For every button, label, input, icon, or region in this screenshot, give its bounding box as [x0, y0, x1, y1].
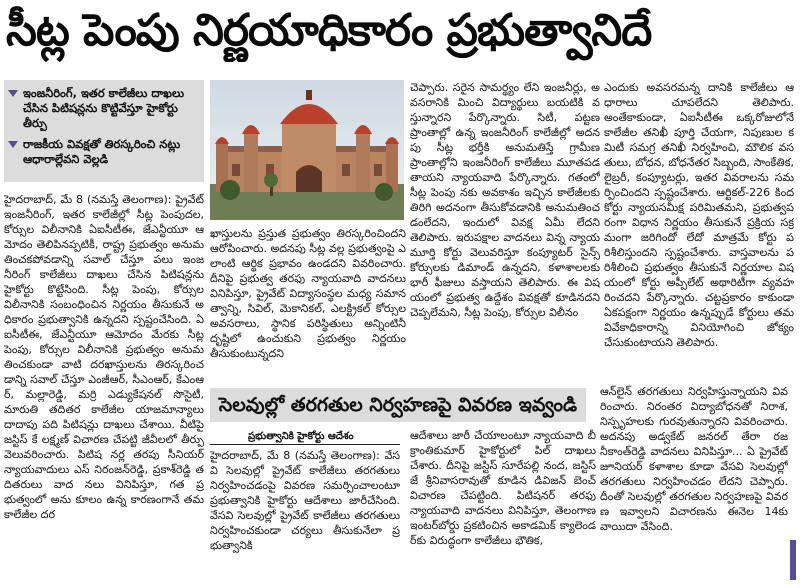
high-court-building-photo — [210, 80, 404, 220]
sub-article-column: ఆదేశాలు జారీ చేయాలంటూ న్యాయవాది బీ క్రాంతికుమార్‌ హైకోర్టులో పిల్‌ దాఖలు చేశారు. దీనిపై జస్టిస్‌ సూరేపల్లి నంద, జస్టిస్‌ జే శ్రీనివాసరావుతో కూడిన డివిజన్‌ బెంచ్‌ విచారణ చేపట్టింది. పిటిషనర్‌ తరఫు న్యాయవాది వాదనలు వినిపిస్తూ, తెలంగాణ ఇంటర్‌బోర్డు ప్రకటించిన అకాడమిక్‌ క్యాలెండర్‌కు విరుద్ధంగా కాలేజీలు భౌతిక, — [410, 429, 596, 547]
highlight-item — [8, 86, 200, 131]
article-column: ఖాస్తులను ప్రస్తుత ప్రభుత్వం తిరస్కరించిందని ఆరోపించారు. అదనపు సీట్ల వల్ల ప్రభుత్వంపై ఎలాంటి ఆర్థిక ప్రభావం ఉండదని వివరించారు. దీనిపై ప్రభుత్వ తరఫు న్యాయవాది వాదనలు వినిపిస్తూ, ప్రైవేట్‌ విద్యాసంస్థల మధ్య సమానత్వాన్ని, సివిల్‌, మెకానికల్‌, ఎలక్ట్రికల్‌ కోర్సుల అవసరాలు, స్థానిక పరిస్థితులు అన్నింటినీ దృష్టిలో ఉంచుకుని ప్రభుత్వం నిర్ణయం తీసుకుంటున్నదని — [210, 227, 406, 360]
sub-article-column: హైదరాబాద్‌, మే 8 (నమస్తే తెలంగాణ): వేసవి సెలవుల్లో ప్రైవేట్‌ కాలేజీలు తరగతులు నిర్వహించడంపై వివరణ సమర్పించాలంటూ ప్రభుత్వానికి హైకోర్టు ఆదేశాలు జారీచేసింది. వేసవి సెలవుల్లో ప్రైవేట్‌ కాలేజీలు తరగతులు నిర్వహించకుండా చర్యలు తీసుకునేలా ప్రభుత్వానికి — [210, 449, 400, 552]
highlight-text: రాజకీయ వివక్షతో తిరస్కరించి నట్లు ఆధారాల్లేవని వెల్లడి — [23, 137, 181, 166]
triangle-bullet-icon — [8, 141, 18, 148]
triangle-bullet-icon — [8, 90, 18, 97]
sub-article-headline: సెలవుల్లో తరగతుల నిర్వహణపై వివరణ ఇవ్వండి — [210, 388, 586, 422]
accent-bar — [790, 540, 796, 580]
article-column: చెప్పారు. సరైన సామర్థ్యం లేని ఇంజనీర్లు, అవసరానికి మించి విద్యార్థులు బయటికి వస్తున్నారని పేర్కొన్నారు. సిటీ, పట్టణ ప్రాంతాల్లో ఉన్న ఇంజనీరింగ్‌ కాలేజీల్లో అదనపు సీట్ల భర్తీకి అనుమతిస్తే గ్రామీణ ప్రాంతాల్లోని ఇంజనీరింగ్‌ కాలేజీలు మూతపడతాయని న్యాయవాది పేర్కొన్నారు. గతంలో సీట్ల పెంపు నకు అవకాశం ఇచ్చిన కాలేజీలకు తిరిగి అదనంగా తీసుకోవడానికి అనుమతించడంలేదని, ఇందులో వివక్ష ఏమీ లేదని తెలిపారు. ఇరుపక్షాల వాదనలు విన్న న్యాయమూర్తి కోర్టు వెలువరిస్తూ కంప్యూటర్‌ సైన్స్‌ కోర్సులకు డిమాండ్‌ ఉన్నదని, కళాశాలలకు భారీ ఫీజులు వస్తాయని తెలిపారు. ఈ విషయంలో ప్రభుత్వ ఉద్దేశం వివక్షతో కూడినదని చెప్పలేమని, సీట్ల పెంపు, కోర్సుల విలీనం — [410, 81, 600, 319]
divider — [210, 444, 400, 445]
highlight-text: ఇంజనీరింగ్‌, ఇతర కాలేజీలు దాఖలు చేసిన పిటిషన్లను కొట్టివేస్తూ హైకోర్టు తీర్పు — [23, 86, 185, 130]
sub-article-byline: ప్రభుత్వానికి హైకోర్టు ఆదేశం — [248, 431, 354, 442]
highlight-item — [8, 137, 200, 167]
article-column: ఎందుకు అవసరమన్న దానికి కాలేజీలు ఆధారాలు చూపలేదని తెలిపారు. అంతేకాకుండా, ఏఐసీటీఈ ఒక్కరోజులోనే కాలేజీల తనిఖీ పూర్తి చేయగా, నిపుణుల కమిటీ సమగ్ర తనిఖీ నిర్వహించి, మౌలిక వసతులు, బోధన, బోధనేతర సిబ్బంది, సాంకేతిక, లైబ్రరీ, కంప్యూటర్లు, ఇతర వివరాలను సమర్పించిందని స్పష్టంచేశారు. ఆర్టికల్‌-226 కింద కోర్టు న్యాయసమీక్ష పరిమితమని, ప్రభుత్వపరంగా విధాన నిర్ణయం తీసుకునే ప్రక్రియ సక్రమంగా జరిగిందో లేదో మాత్రమే కోర్టు పరిశీలిస్తుందని స్పష్టంచేశారు. వాస్తవాలను పరిశీలించి ప్రభుత్వం తీసుకునే నిర్ణయాల విషయంలో కోర్టు అప్పీలేట్‌ అథారిటీగా వ్యవహరించదని పేర్కొన్నారు. చట్టప్రకారం కాకుండా ఏకపక్షంగా నిర్ణయం ఉన్నప్పుడే కోర్టులు తమ వివేకాధికారాన్ని వినియోగించి జోక్యం చేసుకుంటాయని తెలిపారు. — [604, 81, 794, 349]
highlights-box — [4, 80, 204, 182]
article-column: హైదరాబాద్‌, మే 8 (నమస్తే తెలంగాణ): ప్రైవేట్‌ ఇంజనీరింగ్‌, ఇతర కాలేజీల్లో సీట్ల పెంపుదల, కోర్సుల విలీనానికి ఏఐసీటీఈ, జేఎన్టీయూ ఆమోదం తెలిపినప్పటికీ, రాష్ట్ర ప్రభుత్వం అనుమతించకపోవడాన్ని సవాల్‌ చేస్తూ పలు ఇంజనీరింగ్‌ కాలేజీలు దాఖలు చేసిన పిటిషన్లను హైకోర్టు కొట్టేసింది. సీట్ల పెంపు, కోర్సుల విలీనానికి సంబంధించిన నిర్ణయం తీసుకునే అధికారం ప్రభుత్వానికి ఉన్నదని స్పష్టంచేసింది. ఏఐసీటీఈ, జేఎన్టీయూ ఆమోదం మేరకు సీట్ల పెంపు, కోర్సుల విలీనానికి ప్రభుత్వం అనుమతించకుండా వాటి దరఖాస్తులను తిరస్కరించడాన్ని సవాల్‌ చేస్తూ ఎంజీఆర్‌, సీఎంఆర్‌, కేఎంఆర్‌, మల్లారెడ్డి, మర్రి ఎడ్యుకేషనల్‌ సొసైటీ, మారుతి తదితర కాలేజీల యాజమాన్యాలు దాదాపు పది పిటిషన్లు దాఖలు చేశాయి. వీటిపై జస్టిస్‌ కే లక్ష్మణ్‌ విచారణ చేపట్టి జీవీలలో తీర్పు వెలువరించారు. పిటిష నర్ల తరపు సీనియర్‌ న్యాయవాదులు ఎస్‌ నిరంజన్‌రెడ్డి, ప్రకాశ్‌రెడ్డి తదితరులు వాద నలు వినిపిస్తూ, గత ప్రభుత్వంలో అను కూలం ఉన్న కారణంగానే తమ కాలేజీల దర — [4, 193, 204, 521]
sub-article-column: ఆన్‌లైన్‌ తరగతులు నిర్వహిస్తున్నాయని వివరించారు. నిరంతర విద్యాబోధనతో నిరాశ, నిస్పృహలకు గురవుతున్నారని వివరించారు. అదనపు అడ్వకేట్‌ జనరల్‌ తేరా రజనీకాంత్‌రెడ్డి వాదనలు వినిపిస్తూ... ఏ ప్రైవేట్‌ జూనియర్‌ కళాశాల కూడా వేసవి సెలవుల్లో తరగతులు నిర్వహించడం లేదని చెప్పారు. దీంతో సెలవుల్లో తరగతుల నిర్వహణపై వివరణ ఇవ్వాలని విచారణను ఈనెల 14కు వాయిదా వేసింది. — [600, 385, 788, 533]
headline: సీట్ల పెంపు నిర్ణయాధికారం ప్రభుత్వానిదే — [6, 5, 652, 56]
